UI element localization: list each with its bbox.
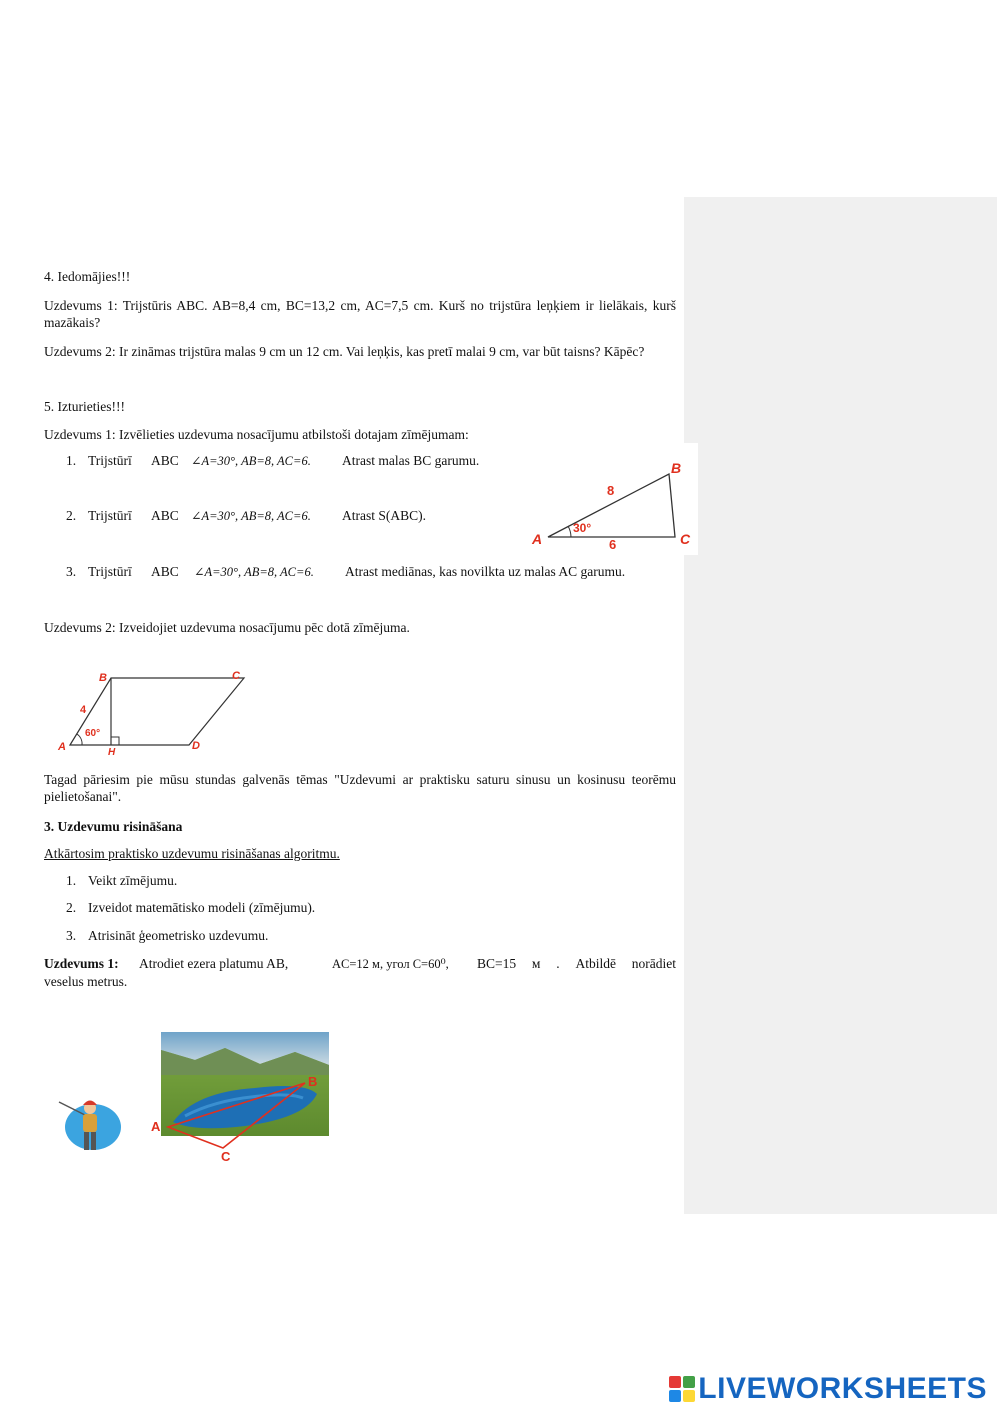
side-ab-label: 4 <box>80 704 87 716</box>
list-label: Trijstūrī <box>88 453 132 468</box>
list-number: 2. <box>66 508 77 523</box>
list-number: 3. <box>66 928 77 943</box>
lake-figure <box>55 1030 335 1165</box>
list-abc: ABC <box>151 453 179 468</box>
task1-end: veselus metrus. <box>44 974 128 989</box>
list-text: Izveidot matemātisko modeli (zīmējumu). <box>88 900 316 915</box>
section3-heading: 3. Uzdevumu risināšana <box>44 819 183 834</box>
algorithm-title: Atkārtosim praktisko uzdevumu risināšanas algoritmu. <box>44 846 340 861</box>
vertex-c-label: C <box>680 531 691 547</box>
list-abc: ABC <box>151 508 179 523</box>
right-angle-mark <box>111 737 119 745</box>
list-item <box>0 564 684 581</box>
transition-text: Tagad pāriesim pie mūsu stundas galvenās tēmas "Uzdevumi ar praktisku saturu sinusu un kosinusu teorēmu pielietošanai". <box>44 772 676 804</box>
section5-task1-intro: Uzdevums 1: Izvēlieties uzdevuma nosacījumu atbilstoši dotajam zīmējumam: <box>44 427 469 442</box>
vertex-b-label: B <box>308 1074 318 1089</box>
vertex-b-label: B <box>671 460 682 476</box>
formula: ∠A=30°, AB=8, AC=6. <box>191 454 311 468</box>
vertex-c-label: C <box>232 670 240 682</box>
vertex-a-label: A <box>58 741 66 753</box>
formula: ∠A=30°, AB=8, AC=6. <box>194 565 314 579</box>
list-label: Trijstūrī <box>88 564 132 579</box>
task1-label: Uzdevums 1: <box>44 956 119 971</box>
list-text: Atrast S(ABC). <box>342 508 426 523</box>
side-ac-label: 6 <box>609 537 617 552</box>
comment-sidebar <box>684 197 997 1214</box>
section4-task1: Uzdevums 1: Trijstūris ABC. AB=8,4 cm, BC=13,2 cm, AC=7,5 cm. Kurš no trijstūra leņķiem ir lielākais, kurš mazākais? <box>44 298 676 330</box>
task1-line <box>0 956 684 973</box>
list-number: 1. <box>66 873 77 888</box>
side-ab-label: 8 <box>607 483 615 498</box>
list-number: 1. <box>66 453 77 468</box>
angle-arc <box>77 734 82 745</box>
vertex-a-label: A <box>151 1119 161 1134</box>
formula: ∠A=30°, AB=8, AC=6. <box>191 509 311 523</box>
fisherman-icon <box>59 1101 121 1151</box>
section5-task2: Uzdevums 2: Izveidojiet uzdevuma nosacījumu pēc dotā zīmējuma. <box>44 620 410 635</box>
list-label: Trijstūrī <box>88 508 132 523</box>
task1-bc: BC=15 м . Atbildē norādiet <box>477 956 676 971</box>
vertex-c-label: C <box>221 1149 231 1164</box>
angle-a-label: 60° <box>85 728 101 739</box>
list-number: 3. <box>66 564 77 579</box>
vertex-a-label: A <box>532 531 543 547</box>
list-text: Veikt zīmējumu. <box>88 873 178 888</box>
list-text: Atrast mediānas, kas novilkta uz malas AC garumu. <box>345 564 626 579</box>
section5-heading: 5. Izturieties!!! <box>44 399 125 414</box>
liveworksheets-logo <box>669 1374 987 1404</box>
list-text: Atrisināt ģeometrisko uzdevumu. <box>88 928 269 943</box>
section4-heading: 4. Iedomājies!!! <box>44 269 131 284</box>
foot-h-label: H <box>108 747 116 758</box>
list-text: Atrast malas BC garumu. <box>342 453 480 468</box>
angle-a-label: 30° <box>573 521 592 535</box>
list-abc: ABC <box>151 564 179 579</box>
list-item <box>0 928 684 945</box>
task1-text: Atrodiet ezera platumu AB, <box>139 956 289 971</box>
list-item <box>0 900 684 917</box>
section4-task2: Uzdevums 2: Ir zināmas trijstūra malas 9 cm un 12 cm. Vai leņķis, kas pretī malai 9 cm, var būt taisns? Kāpēc? <box>44 344 645 359</box>
vertex-b-label: B <box>99 672 107 684</box>
logo-mark-icon <box>669 1376 695 1402</box>
task1-formula: AC=12 м, угол C=60⁰, <box>332 957 449 971</box>
list-item <box>0 873 684 890</box>
parallelogram-figure <box>55 668 250 758</box>
list-number: 2. <box>66 900 77 915</box>
triangle-figure <box>527 443 698 555</box>
vertex-d-label: D <box>192 740 200 752</box>
logo-text: LIVEWORKSHEETS <box>698 1372 987 1405</box>
